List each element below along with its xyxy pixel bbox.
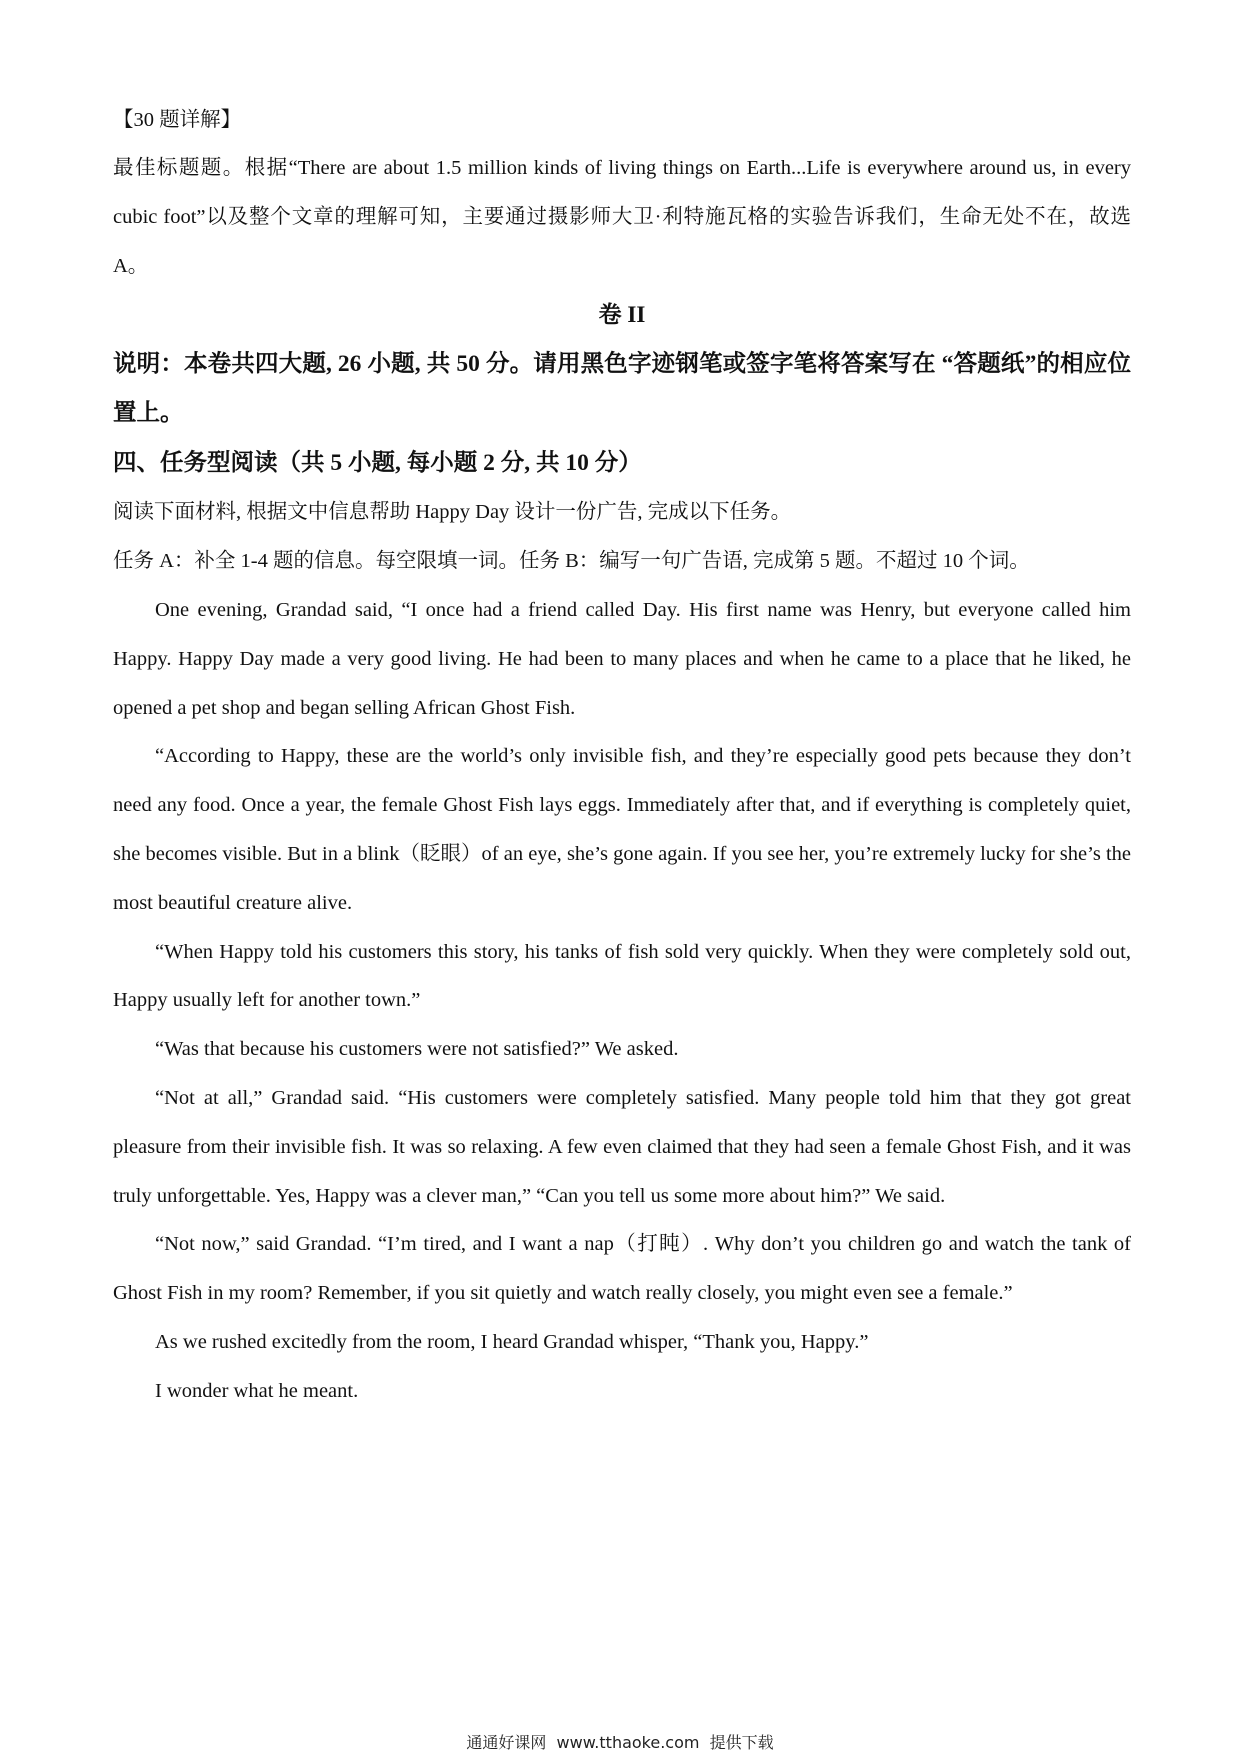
- answer-30-explanation: 最佳标题题。根据“There are about 1.5 million kinds of living things on Earth...Life is everywhere around us, in every cubic foot”以及整个文章的理解可知，主要通过摄影师大卫·利特施瓦格的实验告诉我们，生命无处不在，故选 A。: [113, 157, 1131, 277]
- answer-30-label: 【30 题详解】: [113, 109, 242, 131]
- passage-paragraph-7: As we rushed excitedly from the room, I heard Grandad whisper, “Thank you, Happy.”: [155, 1330, 869, 1353]
- section-4-instruction-2: 任务 A：补全 1-4 题的信息。每空限填一词。任务 B：编写一句广告语, 完成第 5 题。不超过 10 个词。: [113, 550, 1030, 573]
- page-footer: 通通好课网 www.tthaoke.com 提供下载: [466, 1733, 774, 1752]
- passage-paragraph-5: “Not at all,” Grandad said. “His customers were completely satisfied. Many people told him that they got great pleasure from their invisible fish. It was so relaxing. A few even claimed that they had seen a female Ghost Fish, and it was truly unforgettable. Yes, Happy was a clever man,” “Can you tell us some more about him?” We said.: [113, 1086, 1131, 1207]
- passage-paragraph-6: “Not now,” said Grandad. “I’m tired, and I want a nap（打盹）. Why don’t you children go and watch the tank of Ghost Fish in my room? Remember, if you sit quietly and watch really closely, you might even see a female.”: [113, 1233, 1131, 1305]
- passage-paragraph-4: “Was that because his customers were not satisfied?” We asked.: [155, 1038, 679, 1061]
- section-4-heading: 四、任务型阅读（共 5 小题, 每小题 2 分, 共 10 分）: [113, 450, 642, 477]
- document-page: [113, 96, 1131, 1416]
- passage-paragraph-8: I wonder what he meant.: [155, 1379, 359, 1402]
- section-4-instruction-1: 阅读下面材料, 根据文中信息帮助 Happy Day 设计一份广告, 完成以下任务。: [113, 501, 792, 524]
- passage-paragraph-3: “When Happy told his customers this story, his tanks of fish sold very quickly. When they were completely sold out, Happy usually left for another town.”: [113, 940, 1131, 1012]
- volume-note: 说明：本卷共四大题, 26 小题, 共 50 分。请用黑色字迹钢笔或签字笔将答案写在 “答题纸”的相应位置上。: [113, 351, 1131, 427]
- passage-paragraph-1: One evening, Grandad said, “I once had a friend called Day. His first name was Henry, but everyone called him Happy. Happy Day made a very good living. He had been to many places and when he came to a place that he liked, he opened a pet shop and began selling African Ghost Fish.: [113, 598, 1131, 719]
- passage-paragraph-2: “According to Happy, these are the world’s only invisible fish, and they’re especially good pets because they don’t need any food. Once a year, the female Ghost Fish lays eggs. Immediately after that, and if everything is completely quiet, she becomes visible. But in a blink（眨眼）of an eye, she’s gone again. If you see her, you’re extremely lucky for she’s the most beautiful creature alive.: [113, 745, 1131, 914]
- volume-title: 卷 II: [598, 302, 646, 328]
